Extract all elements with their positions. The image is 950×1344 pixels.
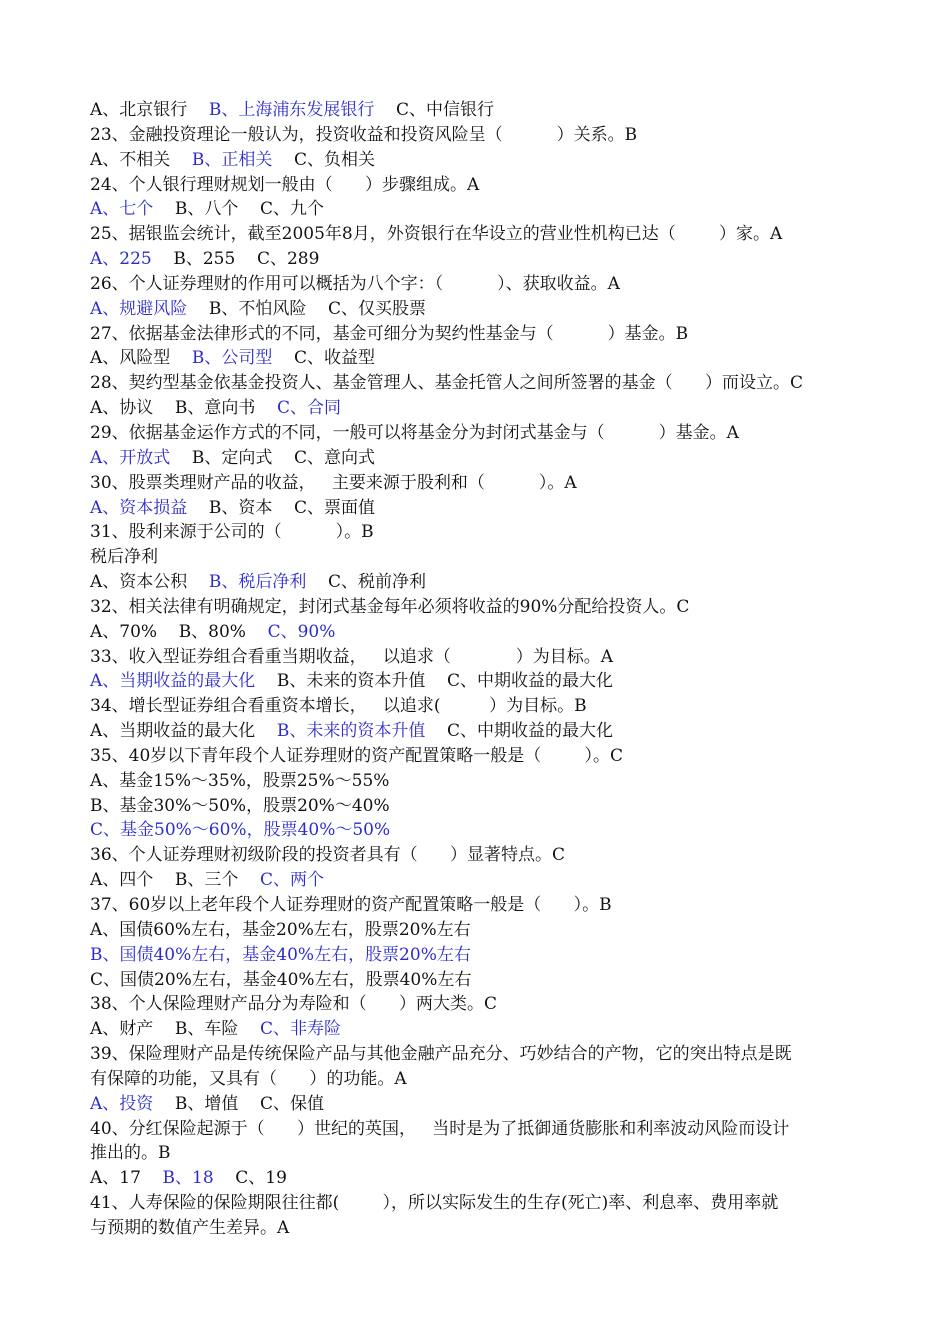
question-line: 33、收入型证券组合看重当期收益， 以追求（ ）为目标。A [90, 646, 613, 667]
answer-option: C、国债20%左右，基金40%左右，股票40%左右 [90, 969, 472, 990]
options-line [90, 1166, 880, 1191]
options-line [90, 943, 880, 968]
answer-option: B、未来的资本升值 [276, 671, 426, 692]
question-line: 与预期的数值产生差异。A [90, 1217, 290, 1238]
answer-option: A、基金15%～35%，股票25%～55% [90, 770, 390, 791]
question-line: 31、股利来源于公司的（ ）。B [90, 522, 374, 543]
answer-option: C、税前净利 [328, 572, 427, 593]
question-line: 27、依据基金法律形式的不同，基金可细分为契约性基金与（ ）基金。B [90, 323, 689, 344]
options-line [90, 968, 880, 993]
answer-option: B、定向式 [191, 447, 273, 468]
answer-option-highlighted: B、国债40%左右，基金40%左右，股票20%左右 [90, 944, 471, 965]
options-line [90, 247, 880, 272]
options-line [90, 446, 880, 471]
question-line: 35、40岁以下青年段个人证券理财的资产配置策略一般是（ ）。C [90, 745, 624, 766]
options-line [90, 297, 880, 322]
options-line [90, 794, 880, 819]
answer-option-highlighted: B、正相关 [191, 149, 273, 170]
options-line [90, 496, 880, 521]
answer-option: B、资本 [208, 497, 273, 518]
options-line [90, 719, 880, 744]
answer-option-highlighted: A、当期收益的最大化 [90, 671, 256, 692]
answer-option: B、基金30%～50%，股票20%～40% [90, 795, 390, 816]
answer-option: C、票面值 [294, 497, 376, 518]
answer-option: C、中信银行 [396, 100, 495, 120]
answer-option: A、风险型 [90, 348, 171, 369]
answer-option: C、保值 [260, 1093, 325, 1114]
question-line: 32、相关法律有明确规定，封闭式基金每年必须将收益的90%分配给投资人。C [90, 596, 690, 617]
question-line: 38、个人保险理财产品分为寿险和（ ）两大类。C [90, 994, 498, 1015]
answer-option-highlighted: A、投资 [90, 1093, 154, 1114]
answer-option-highlighted: C、非寿险 [260, 1019, 342, 1040]
answer-option: B、三个 [174, 870, 239, 891]
answer-option: A、四个 [90, 870, 154, 891]
answer-option-highlighted: C、两个 [260, 870, 325, 891]
options-line [90, 620, 880, 645]
answer-option: B、255 [173, 249, 236, 270]
question-line: 30、股票类理财产品的收益， 主要来源于股利和（ ）。A [90, 472, 577, 493]
question-line: 24、个人银行理财规划一般由（ ）步骤组成。A [90, 174, 480, 195]
question-line: 推出的。B [90, 1143, 171, 1164]
document-page [90, 98, 880, 1241]
answer-option-highlighted: C、合同 [277, 398, 342, 419]
options-line [90, 197, 880, 222]
answer-option: A、财产 [90, 1019, 154, 1040]
answer-option: C、九个 [260, 199, 325, 220]
options-line [90, 818, 880, 843]
answer-option: B、增值 [174, 1093, 239, 1114]
answer-option-highlighted: A、七个 [90, 199, 154, 220]
answer-option: C、19 [235, 1168, 287, 1189]
question-line: 34、增长型证券组合看重资本增长， 以追求( ）为目标。B [90, 696, 587, 717]
options-line [90, 1017, 880, 1042]
question-line: 25、据银监会统计，截至2005年8月，外资银行在华设立的营业性机构已达（ ）家。A [90, 224, 783, 245]
question-line: 28、契约型基金依基金投资人、基金管理人、基金托管人之间所签署的基金（ ）而设立。C [90, 373, 804, 394]
answer-option: A、70% [90, 621, 158, 642]
answer-option: B、车险 [174, 1019, 239, 1040]
question-line: 26、个人证券理财的作用可以概括为八个字：（ ）、获取收益。A [90, 273, 620, 294]
question-line: 23、金融投资理论一般认为，投资收益和投资风险呈（ ）关系。B [90, 124, 638, 145]
options-line [90, 98, 880, 123]
answer-option: A、不相关 [90, 149, 171, 170]
answer-option: B、80% [178, 621, 246, 642]
options-line [90, 918, 880, 943]
answer-option: C、负相关 [294, 149, 376, 170]
answer-option: B、八个 [174, 199, 239, 220]
options-line [90, 396, 880, 421]
answer-option: C、中期收益的最大化 [447, 671, 614, 692]
answer-option-highlighted: B、18 [162, 1168, 214, 1189]
answer-option-highlighted: B、上海浦东发展银行 [208, 100, 375, 120]
question-line: 有保障的功能，又具有（ ）的功能。A [90, 1068, 407, 1089]
answer-option-highlighted: B、公司型 [191, 348, 273, 369]
question-line: 40、分红保险起源于（ ）世纪的英国， 当时是为了抵御通货膨胀和利率波动风险而设计 [90, 1118, 790, 1139]
answer-option: C、289 [256, 249, 320, 270]
answer-option: C、中期收益的最大化 [447, 721, 614, 742]
options-line [90, 868, 880, 893]
options-line [90, 669, 880, 694]
answer-option: A、国债60%左右，基金20%左右，股票20%左右 [90, 919, 471, 940]
options-line [90, 570, 880, 595]
question-line: 36、个人证券理财初级阶段的投资者具有（ ）显著特点。C [90, 845, 566, 866]
answer-option: A、北京银行 [90, 100, 188, 120]
options-line [90, 1092, 880, 1117]
answer-option-highlighted: A、225 [90, 249, 152, 270]
answer-option: C、收益型 [294, 348, 376, 369]
question-line: 29、依据基金运作方式的不同，一般可以将基金分为封闭式基金与（ ）基金。A [90, 422, 739, 443]
answer-option: C、仅买股票 [328, 298, 427, 319]
answer-option-highlighted: B、未来的资本升值 [276, 721, 426, 742]
question-line: 41、人寿保险的保险期限往往都( ），所以实际发生的生存(死亡)率、利息率、费用率就 [90, 1193, 779, 1214]
answer-option: A、资本公积 [90, 572, 188, 593]
options-line [90, 769, 880, 794]
answer-option: A、当期收益的最大化 [90, 721, 256, 742]
question-line: 税后净利 [90, 547, 158, 568]
answer-option: B、意向书 [174, 398, 256, 419]
answer-option: A、协议 [90, 398, 154, 419]
answer-option-highlighted: A、开放式 [90, 447, 171, 468]
answer-option-highlighted: C、基金50%～60%，股票40%～50% [90, 820, 391, 841]
answer-option-highlighted: C、90% [267, 621, 336, 642]
answer-option: C、意向式 [294, 447, 376, 468]
question-line: 39、保险理财产品是传统保险产品与其他金融产品充分、巧妙结合的产物，它的突出特点是既 [90, 1044, 792, 1065]
options-line [90, 148, 880, 173]
question-line: 37、60岁以上老年段个人证券理财的资产配置策略一般是（ ）。B [90, 895, 612, 915]
answer-option: A、17 [90, 1168, 141, 1189]
answer-option: B、不怕风险 [208, 298, 307, 319]
answer-option-highlighted: B、税后净利 [208, 572, 307, 593]
options-line [90, 346, 880, 371]
answer-option-highlighted: A、规避风险 [90, 298, 188, 319]
answer-option-highlighted: A、资本损益 [90, 497, 188, 518]
